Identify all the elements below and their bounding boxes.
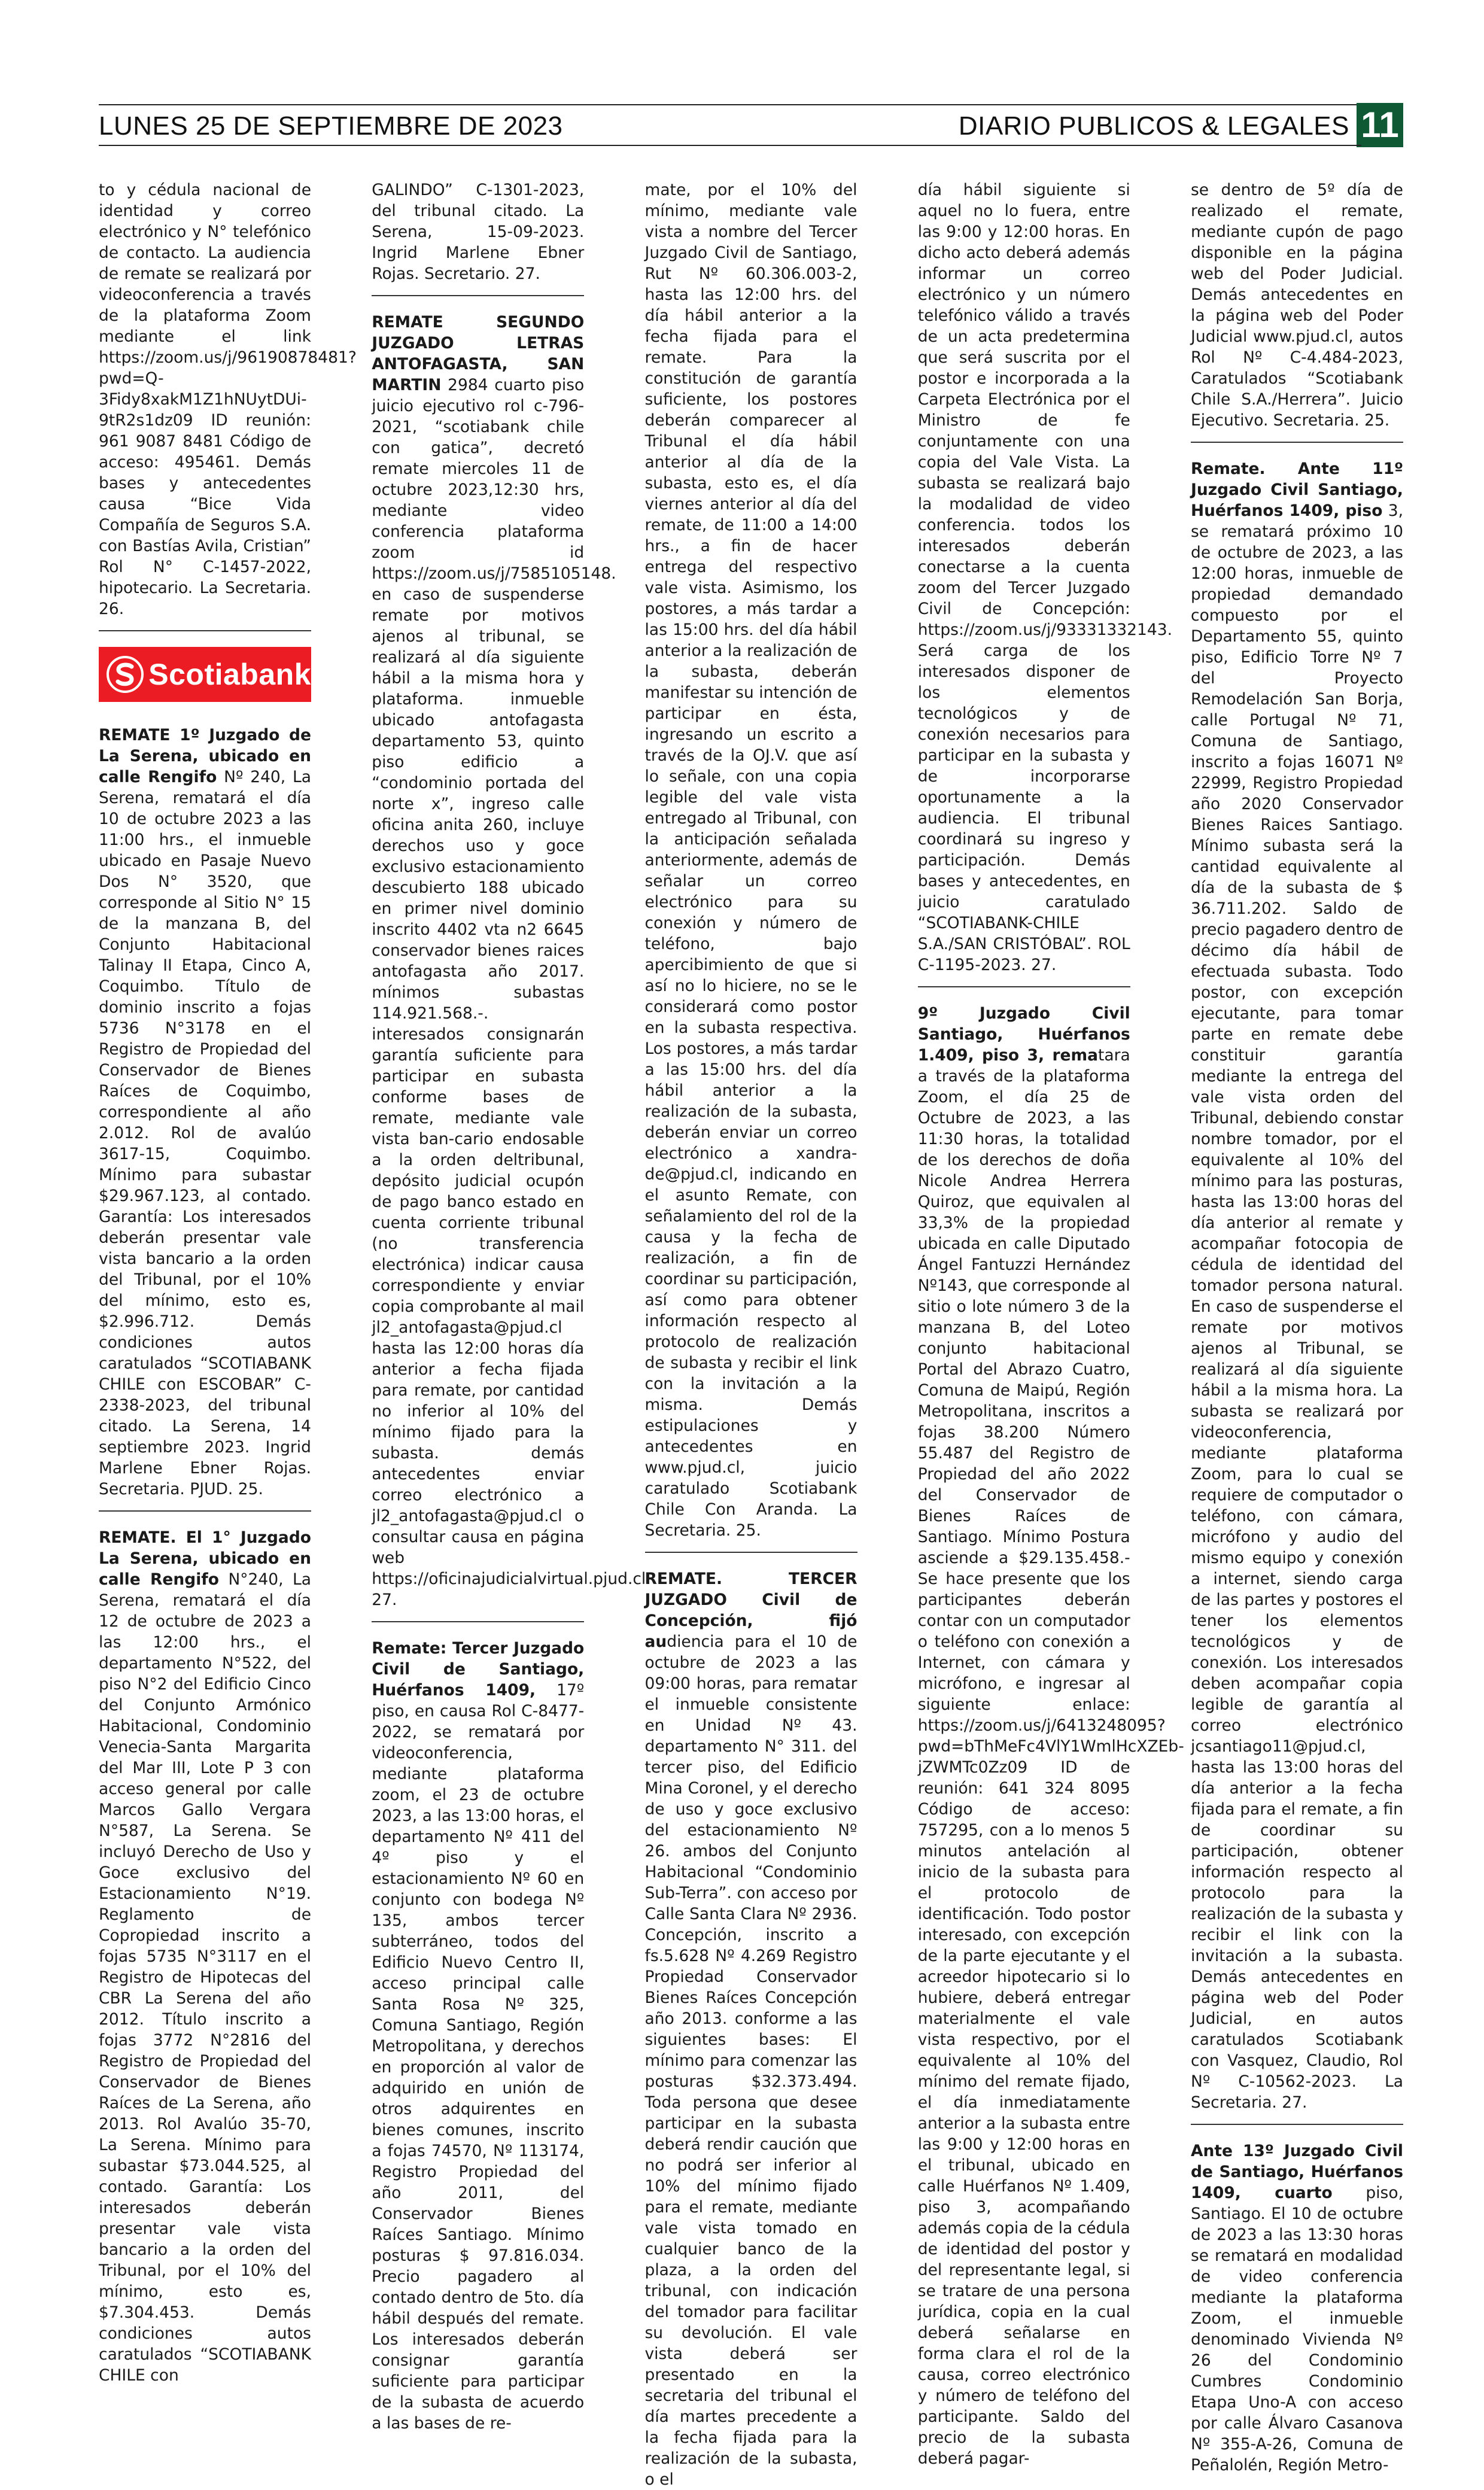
notice-separator [372,1621,584,1622]
notice [99,1527,311,2386]
notice [99,180,357,619]
notice [372,312,651,1610]
notice-heading: Ante 13º Juzgado Civil de Santiago, Huérfanos 1409, cuarto [1191,2142,1403,2202]
publication-name: DIARIO PUBLICOS & LEGALES [958,111,1349,141]
notice-body: 17º piso, en causa Rol C-8477-2022, se rematará por videoconferencia, mediante plataforma zoom, el 23 de octubre 2023, a las 13:00 horas, el departamento Nº 411 del 4º piso y el estacionamiento Nº 60 en conjunto con bodega Nº 135, ambos tercer subterráneo, todos del Edificio Nuevo Centro II, acceso principal calle Santa Rosa Nº 325, Comuna Santiago, Región Metropolitana, y derechos en proporción al valor de adquirido en unión de otros adquirentes en bienes comunes, inscrito a fojas 74570, Nº 113174, Registro Propiedad del año 2011, del Conservador Bienes Raíces Santiago. Mínimo posturas $ 97.816.034. Precio pagadero al contado dentro de 5to. día hábil después del remate. Los interesados deberán consignar garantía suficiente para participar de la subasta de acuerdo a las bases de re- [372,1681,585,2433]
scotiabank-s-icon [106,653,144,695]
notice-body: diencia para el 10 de octubre de 2023 a las 09:00 horas, para rematar el inmueble consistente en Unidad Nº 43. departamento N° 311. del tercer piso, del Edificio Mina Coronel, y el derecho de uso y goce exclusivo del estacionamiento Nº 26. ambos del Conjunto Habitacional “Condominio Sub-Terra”. con acceso por Calle Santa Clara Nº 2936. Concepción, inscrito a fs.5.628 Nº 4.269 Registro Propiedad Conservador Bienes Raíces Concepción año 2013. conforme a las siguientes bases: El mínimo para comenzar las posturas $32.373.494. Toda persona que desee participar en la subasta deberá rendir caución que no podrá ser inferior al 10% del mínimo fijado para el remate, mediante vale vista tomado en cualquier banco de la plaza, a la orden del tribunal, con indicación del tomador para facilitar su devolución. El vale vista deberá ser presentado en la secretaria del tribunal el día martes precedente a la fecha fijada para la realización de la subasta, o el [644,1632,857,2489]
notice-body: Nº 240, La Serena, rematará el día 10 de octubre 2023 a las 11:00 hrs., el inmueble ubicado en Pasaje Nuevo Dos N° 3520, que corresponde al Sitio N° 15 de la manzana B, del Conjunto Habitacional Talinay II Etapa, Cinco A, Coquimbo. Título de dominio inscrito a fojas 5736 N°3178 en el Registro de Propiedad del Conservador de Bienes Raíces de Coquimbo, correspondiente al año 2.012. Rol de avalúo 3617-15, Coquimbo. Mínimo para subastar $29.967.123, al contado. Garantía: Los interesados deberán presentar vale vista bancario a la orden del Tribunal, por el 10% del mínimo, esto es, $2.996.712. Demás condiciones autos caratulados “SCOTIABANK CHILE con ESCOBAR” C-2338-2023, del tribunal citado. La Serena, 14 septiembre 2023. Ingrid Marlene Ebner Rojas. Secretaria. PJUD. 25. [99,768,311,1498]
notice [645,1568,857,2490]
page-header [99,90,1403,145]
notice-separator [918,986,1130,987]
column-2 [372,180,651,2433]
notice-heading: REMATE 1º Juzgado de La Serena, ubicado en calle Rengifo [99,726,311,786]
notice-heading: REMATE. El 1° Juzgado La Serena, ubicado en calle Rengifo [99,1528,311,1589]
notice-body: to y cédula nacional de identidad y correo electrónico y N° telefónico de contacto. La audiencia de remate se realizará por videoconferencia a través de la plataforma Zoom mediante el link https://zoom.us/j/96190878481?pwd=Q-3Fidy8xakM1Z1hNUytDUi-9tR2s1dz09 ID reunión: 961 9087 8481 Código de acceso: 495461. Demás bases y antecedentes causa “Bice Vida Compañía de Seguros S.A. con Bastías Avila, Cristian” Rol N° C-1457-2022, hipotecario. La Secretaria. 26. [99,181,357,618]
notice-heading: Remate. Ante 11º Juzgado Civil Santiago, Huérfanos 1409, piso [1191,460,1403,520]
notice-body: piso, Santiago. El 10 de octubre de 2023 a las 13:30 horas se rematará en modalidad de video conferencia mediante la plataforma Zoom, el inmueble denominado Vivienda Nº 26 del Condominio Cumbres Condominio Etapa Uno-A con acceso por calle Álvaro Casanova Nº 355-A-26, Comuna de Peñalolén, Región Metro- [1191,2184,1403,2474]
notice-body: mate, por el 10% del mínimo, mediante vale vista a nombre del Tercer Juzgado Civil de Santiago, Rut Nº 60.306.003-2, hasta las 12:00 hrs. del día hábil anterior a la fecha fijada para el remate. Para la constitución de garantía suficiente, los postores deberán comparecer al Tribunal el día hábil anterior al día de la subasta, esto es, el día viernes anterior al día del remate, de 11:00 a 14:00 hrs., a fin de hacer entrega del respectivo vale vista. Asimismo, los postores, a más tardar a las 15:00 hrs. del día hábil anterior a la realización de la subasta, deberán manifestar su intención de participar en ésta, ingresando un escrito a través de la OJ.V. que así lo señale, con una copia legible del vale vista entregado al Tribunal, con la anticipación señalada anteriormente, además de señalar un correo electrónico para su conexión y número de teléfono, bajo apercibimiento de que si así no lo hiciere, no se le considerará como postor en la subasta respectiva. Los postores, a más tardar a las 15:00 hrs. del día hábil anterior a la realización de la subasta, deberán enviar un correo electrónico a xandra-de@pjud.cl, indicando en el asunto Remate, con señalamiento del rol de la causa y la fecha de realización, a fin de coordinar su participación, así como para obtener información respecto al protocolo de realización de subasta y recibir el link con la invitación a la misma. Demás estipulaciones y antecedentes en www.pjud.cl, juicio caratulado Scotiabank Chile Con Aranda. La Secretaria. 25. [644,181,857,1540]
notice-body: 2984 cuarto piso juicio ejecutivo rol c-796-2021, “scotiabank chile con gatica”, decretó remate miercoles 11 de octubre 2023,12:30 hrs, mediante video conferencia plataforma zoom id https://zoom.us/j/7585105148. en caso de suspenderse remate por motivos ajenos al tribunal, se realizará al día siguiente hábil a la misma hora y plataforma. inmueble ubicado antofagasta departamento 53, quinto piso edificio a “condominio portada del norte x”, ingreso calle oficina anita 260, incluye derechos uso y goce exclusivo estacionamiento descubierto 188 ubicado en primer nivel dominio inscrito 4402 vta n2 6645 conservador bienes raices antofagasta año 2017. mínimos subastas 114.921.568.-. interesados consignarán garantía suficiente para participar en subasta conforme bases de remate, mediante vale vista ban-cario endosable a la orden deltribunal, depósito judicial ocupón de pago banco estado en cuenta corriente tribunal (no transferencia electrónica) indicar causa correspondiente y enviar copia comprobante al mail jl2_antofagasta@pjud.cl hasta las 12:00 horas día anterior a fecha fijada para remate, por cantidad no inferior al 10% del mínimo fijado para la subasta. demás antecedentes enviar correo electrónico a jl2_antofagasta@pjud.cl o consultar causa en página web https://oficinajudicialvirtual.pjud.cl. 27. [372,376,651,1609]
logo-wordmark: Scotiabank [148,657,311,691]
notice-body: GALINDO” C-1301-2023, del tribunal citado. La Serena, 15-09-2023. Ingrid Marlene Ebner Rojas. Secretario. 27. [372,181,585,283]
column-4 [917,180,1184,2468]
notice-separator [372,295,584,296]
notice [917,1003,1184,2469]
column-5 [1191,180,1403,2474]
newspaper-page [99,90,1403,2489]
scotiabank-logo [99,647,311,702]
notice [1191,180,1403,431]
notice [372,180,584,284]
notice-body: N°240, La Serena, rematará el día 12 de octubre de 2023 a las 12:00 hrs., el departamento N°522, del piso N°2 del Edificio Cinco del Conjunto Armónico Habitacional, Condominio Venecia-Santa Margarita del Mar III, Lote P 3 con acceso general por calle Marcos Gallo Vergara N°587, La Serena. Se incluyó Derecho de Uso y Goce exclusivo del Estacionamiento N°19. Reglamento de Copropiedad inscrito a fojas 5735 N°3117 en el Registro de Hipotecas del CBR La Serena del año 2012. Título inscrito a fojas 3772 N°2816 del Registro de Propiedad del Conservador de Bienes Raíces de La Serena, año 2013. Rol Avalúo 35-70, La Serena. Mínimo para subastar $73.044.525, al contado. Garantía: Los interesados deberán presentar vale vista bancario a la orden del Tribunal, por el 10% del mínimo, esto es, $7.304.453. Demás condiciones autos caratulados “SCOTIABANK CHILE con [99,1570,311,2385]
notice [1191,2141,1403,2476]
notice-heading: Remate: Tercer Juzgado Civil de Santiago, Huérfanos 1409, [372,1639,585,1699]
notice-heading: REMATE. TERCER JUZGADO Civil de Concepción, fijó au [644,1570,857,1651]
notice-heading: REMATE SEGUNDO JUZGADO LETRAS ANTOFAGASTA, SAN MARTIN [372,313,585,394]
notice [1191,458,1403,2113]
notice [372,1638,584,2434]
header-rule-top [99,104,1361,105]
notice [99,725,311,1500]
notice [917,180,1173,975]
column-3 [644,180,857,2489]
issue-date: LUNES 25 DE SEPTIEMBRE DE 2023 [99,111,563,141]
notice-separator [99,1510,311,1512]
notice-body: se dentro de 5º día de realizado el remate, mediante cupón de pago disponible en la página web del Poder Judicial. Demás antecedentes en la página web del Poder Judicial www.pjud.cl, autos Rol Nº C-4.484-2023, Caratulados “Scotiabank Chile S.A./Herrera”. Juicio Ejecutivo. Secretaria. 25. [1191,181,1403,430]
notice-separator [99,630,311,631]
notice-body: 3, se rematará próximo 10 de octubre de 2023, a las 12:00 horas, inmueble de propiedad demandado compuesto por el Departamento 55, quinto piso, Edificio Torre Nº 7 del Proyecto Remodelación San Borja, calle Portugal Nº 71, Comuna de Santiago, inscrito a fojas 16071 Nº 22999, Registro Propiedad año 2020 Conservador Bienes Raices Santiago. Mínimo subasta será la cantidad equivalente al día de la subasta de $ 36.711.202. Saldo de precio pagadero dentro de décimo día hábil de efectuada subasta. Todo postor, con excepción ejecutante, para tomar parte en remate debe constituir garantía mediante la entrega del vale vista orden del Tribunal, debiendo constar nombre tomador, por el equivalente al 10% del mínimo para las posturas, hasta las 13:00 horas del día anterior al remate y acompañar fotocopia de cédula de identidad del tomador persona natural. En caso de suspenderse el remate por motivos ajenos al Tribunal, se realizará al día siguiente hábil a la misma hora. La subasta se realizará por videoconferencia, mediante plataforma Zoom, para lo cual se requiere de computador o teléfono, con cámara, micrófono y audio del mismo equipo y conexión a internet, siendo carga de las partes y postores el tener los elementos tecnológicos y de conexión. Los interesados deben acompañar copia legible de garantía al correo electrónico jcsantiago11@pjud.cl, hasta las 13:00 horas del día anterior a la fecha fijada para el remate, a fin de coordinar su participación, obtener información respecto al protocolo para la realización de la subasta y recibir el link con la invitación a la subasta. Demás antecedentes en página web del Poder Judicial, en autos caratulados Scotiabank con Vasquez, Claudio, Rol Nº C-10562-2023. La Secretaria. 27. [1191,501,1403,2112]
notice-body: día hábil siguiente si aquel no lo fuera, entre las 9:00 y 12:00 horas. En dicho acto deberá además informar un correo electrónico y un número telefónico válido a través de un acta predetermina que será suscrita por el postor e incorporada a la Carpeta Electrónica por el Ministro de fe conjuntamente con una copia del Vale Vista. La subasta se realizará bajo la modalidad de video conferencia. todos los interesados deberán conectarse a la cuenta zoom del Tercer Juzgado Civil de Concepción: https://zoom.us/j/93331332143. Será carga de los interesados disponer de los elementos tecnológicos y de conexión necesarios para participar en la subasta y de incorporarse oportunamente a la audiencia. El tribunal coordinará su ingreso y participación. Demás bases y antecedentes, en juicio caratulado “SCOTIABANK-CHILE S.A./SAN CRISTÓBAL”. ROL C-1195-2023. 27. [917,181,1173,974]
notice-body: tara a través de la plataforma Zoom, el día 25 de Octubre de 2023, a las 11:30 horas, la totalidad de los derechos de doña Nicole Andrea Herrera Quiroz, que equivalen al 33,3% de la propiedad ubicada en calle Diputado Ángel Fantuzzi Hernández Nº143, que corresponde al sitio o lote número 3 de la manzana B, del Loteo conjunto habitacional Portal del Abrazo Cuatro, Comuna de Maipú, Región Metropolitana, inscritos a fojas 38.200 Número 55.487 del Registro de Propiedad del año 2022 del Conservador de Bienes Raíces de Santiago. Mínimo Postura asciende a $29.135.458.- Se hace presente que los participantes deberán contar con un computador o teléfono con conexión a Internet, con cámara y micrófono, e ingresar al siguiente enlace: https://zoom.us/j/6413248095?pwd=bThMeFc4VlY1WmlHcXZEb-jZWMTc0Zz09 ID de reunión: 641 324 8095 Código de acceso: 757295, con a lo menos 5 minutos antelación al inicio de la subasta para el protocolo de identificación. Todo postor interesado, con excepción de la parte ejecutante y el acreedor hipotecario si lo hubiere, deberá entregar materialmente el vale vista respectivo, por el equivalente al 10% del mínimo del remate fijado, el día inmediatamente anterior a la subasta entre las 9:00 y 12:00 horas en el tribunal, ubicado en calle Huérfanos Nº 1.409, piso 3, acompañando además copia de la cédula de identidad del postor y del representante legal, si se tratare de una persona jurídica, copia en la cual deberá señalarse en forma clara el rol de la causa, correo electrónico y número de teléfono del participante. Saldo del precio de la subasta deberá pagar- [917,1046,1184,2468]
notice [645,180,857,1541]
header-rule-bottom [99,145,1361,146]
notice-separator [1191,2124,1403,2125]
notice-heading: 9º Juzgado Civil Santiago, Huérfanos 1.409, piso 3, rema [917,1004,1130,1065]
column-1 [99,180,357,2385]
notice-separator [645,1552,857,1553]
columns-container [99,180,1403,2489]
notice-separator [1191,442,1403,443]
page-number: 11 [1357,103,1403,147]
